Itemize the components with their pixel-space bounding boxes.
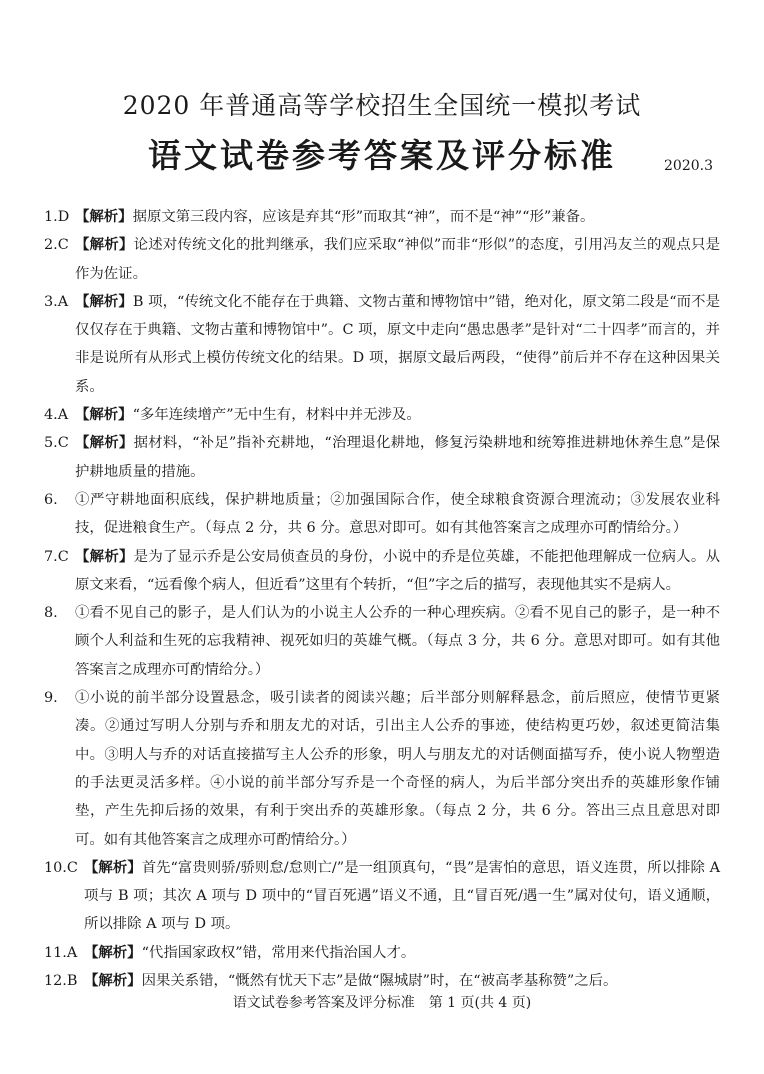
answer-item-3 <box>44 288 720 401</box>
answer-item-2 <box>44 231 720 288</box>
exam-title: 2020 年普通高等学校招生全国统一模拟考试 <box>122 91 642 120</box>
answer-number: 7.C <box>44 548 69 565</box>
answer-item-8 <box>44 599 720 684</box>
answer-number: 1.D <box>44 209 70 225</box>
analysis-tag: 【解析】 <box>75 548 134 565</box>
answer-text: 是为了显示乔是公安局侦查员的身份，小说中的乔是位英雄，不能把他理解成一位病人。从原文来看，“远看像个病人，但近看”这里有个转折，“但”字之后的描写，表现他其实不是病人。 <box>75 548 720 593</box>
answer-item-10 <box>44 854 720 939</box>
answer-number: 8. <box>44 605 58 622</box>
answer-number: 12.B <box>44 973 78 990</box>
answer-text: 据材料，“补足”指补充耕地，“治理退化耕地，修复污染耕地和统筹推进耕地休养生息”是保护耕地质量的措施。 <box>75 435 720 480</box>
answer-number: 10.C <box>44 859 78 876</box>
answer-item-11 <box>44 939 720 967</box>
page-footer: 语文试卷参考答案及评分标准 第 1 页(共 4 页) <box>232 995 532 1011</box>
analysis-tag: 【解析】 <box>84 973 142 990</box>
answer-item-7 <box>44 543 720 600</box>
analysis-tag: 【解析】 <box>75 435 134 452</box>
answer-text: ①严守耕地面积底线，保护耕地质量；②加强国际合作，使全球粮食资源合理流动；③发展农业科技，促进粮食生产。（每点 2 分，共 6 分。意思对即可。如有其他答案言之成理亦可酌情给分。） <box>75 491 720 537</box>
analysis-tag: 【解析】 <box>75 237 134 254</box>
answer-item-9 <box>44 684 720 854</box>
answer-item-1 <box>44 203 720 231</box>
analysis-tag: 【解析】 <box>84 944 142 961</box>
answer-text: 论述对传统文化的批判继承，我们应采取“神似”而非“形似”的态度，引用冯友兰的观点只是作为佐证。 <box>75 237 720 282</box>
answer-number: 11.A <box>44 944 78 961</box>
answer-number: 9. <box>44 690 58 707</box>
analysis-tag: 【解析】 <box>84 859 142 876</box>
document-date: 2020.3 <box>664 158 713 174</box>
answer-list <box>44 203 720 995</box>
answer-text: “多年连续增产”无中生有，材料中并无涉及。 <box>132 407 421 424</box>
answer-text: 首先“富贵则骄/骄则怠/怠则亡/”是一组顶真句，“畏”是害怕的意思，语义连贯，所以排除 A 项与 B 项；其次 A 项与 D 项中的“冒百死遇”语义不通，且“冒百死/遇一生”属对仗句，语义通顺，所以排除 A 项与 D 项。 <box>84 859 720 933</box>
answer-number: 6. <box>44 491 58 508</box>
answer-text: “代指国家政权”错，常用来代指治国人才。 <box>141 944 416 961</box>
document-title: 语文试卷参考答案及评分标准 <box>148 136 616 175</box>
answer-number: 4.A <box>44 407 69 424</box>
answer-number: 5.C <box>44 435 69 452</box>
answer-number: 2.C <box>44 237 69 254</box>
answer-text: ①看不见自己的影子，是人们认为的小说主人公乔的一种心理疾病。②看不见自己的影子，是一种不顾个人利益和生死的忘我精神、视死如归的英雄气概。（每点 3 分，共 6 分。意思对即可。如有其他答案言之成理亦可酌情给分。） <box>75 605 720 678</box>
analysis-tag: 【解析】 <box>75 293 133 310</box>
analysis-tag: 【解析】 <box>75 407 133 424</box>
analysis-tag: 【解析】 <box>75 209 133 225</box>
answer-item-4 <box>44 401 720 429</box>
answer-text: 因果关系错，“慨然有忧天下志”是做“隰城尉”时，在“被高孝基称赞”之后。 <box>141 973 618 990</box>
answer-item-6 <box>44 486 720 543</box>
answer-number: 3.A <box>44 293 69 310</box>
answer-text: ①小说的前半部分设置悬念，吸引读者的阅读兴趣；后半部分则解释悬念，前后照应，使情节更紧凑。②通过写明人分别与乔和朋友尤的对话，引出主人公乔的事迹，使结构更巧妙，叙述更简洁集中。③明人与乔的对话直接描写主人公乔的形象，明人与朋友尤的对话侧面描写乔，使小说人物塑造的手法更灵活多样。④小说的前半部分写乔是一个奇怪的病人，为后半部分突出乔的英雄形象作铺垫，产生先抑后扬的效果，有利于突出乔的英雄形象。（每点 2 分，共 6 分。答出三点且意思对即可。如有其他答案言之成理亦可酌情给分。） <box>75 690 720 848</box>
answer-text: B 项，“传统文化不能存在于典籍、文物古董和博物馆中”错，绝对化，原文第二段是“而不是仅仅存在于典籍、文物古董和博物馆中”。C 项，原文中走向“愚忠愚孝”是针对“二十四孝”而言的，并非是说所有从形式上模仿传统文化的结果。D 项，据原文最后两段，“使得”前后并不存在这种因果关系。 <box>75 293 720 395</box>
answer-item-5 <box>44 429 720 486</box>
answer-text: 据原文第三段内容，应该是弃其“形”而取其“神”，而不是“神”“形”兼备。 <box>132 209 595 225</box>
